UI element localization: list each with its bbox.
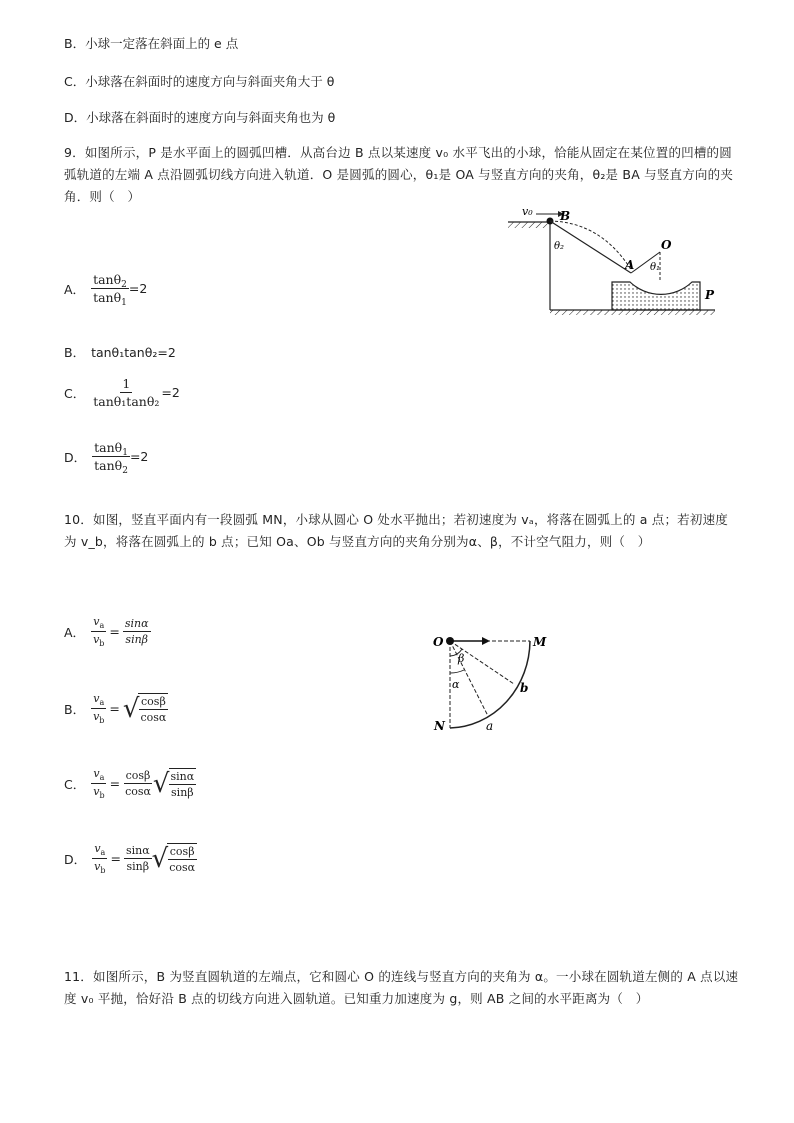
q10-c-vb-sub: b	[99, 791, 105, 801]
q9-b-label: B．	[64, 345, 86, 360]
q10-d-vratio	[92, 842, 107, 875]
q10-c-va: v	[93, 767, 100, 780]
fig9-label-theta2: θ₂	[554, 241, 565, 252]
q9-a-num-sub: 2	[121, 280, 127, 290]
q10-c-num: cosβ	[125, 769, 151, 783]
q10-b-va-sub: a	[99, 698, 105, 708]
q9-a-tail: =2	[128, 281, 148, 296]
fig9-label-p: P	[705, 288, 715, 302]
option-c-prev: C．小球落在斜面时的速度方向与斜面夹角大于 θ	[64, 74, 335, 89]
q10-a-label: A．	[64, 624, 86, 640]
fig9-label-v0: v₀	[522, 205, 533, 218]
q10-b-vb: v	[93, 710, 100, 724]
q10-a-va-sub: a	[99, 621, 105, 631]
q10-b-vb-sub: b	[99, 716, 105, 726]
q10-c-va-sub: a	[99, 773, 105, 783]
fig10-label-beta: β	[458, 652, 465, 665]
q9-b-text: tanθ₁tanθ₂=2	[91, 344, 176, 360]
q10-c-vratio	[91, 767, 106, 800]
q10-b-sqrt: √ $\frac{\cos\beta}{\cos\alpha}$	[122, 693, 167, 725]
q10-figure	[428, 628, 558, 738]
q9-d-label: D．	[64, 449, 87, 465]
q10-d-vb-sub: b	[100, 866, 106, 876]
q10-d-num: sinα	[125, 844, 150, 858]
q10-d-den: sinβ	[126, 860, 150, 874]
q9-d-den-sub: 2	[122, 466, 128, 476]
q10-c-frac	[123, 769, 153, 798]
q9-option-c	[64, 376, 180, 409]
q10-c-sqrt: √ $\frac{\sin\alpha}{\sin\beta}$	[152, 768, 195, 800]
q9-c-label: C．	[64, 385, 86, 401]
fig10-label-b: b	[520, 681, 529, 695]
fig9-label-theta1: θ₁	[650, 262, 661, 273]
q10-c-rnum: sinα	[170, 770, 195, 784]
q9-c-fraction	[91, 376, 161, 409]
q10-a-vb: v	[93, 633, 100, 647]
angle-alpha-arc	[450, 670, 464, 673]
q9-d-tail: =2	[129, 449, 149, 464]
q10-d-rnum: cosβ	[169, 845, 195, 859]
q9-c-den: tanθ₁tanθ₂	[93, 394, 160, 409]
q9-a-den-sub: 1	[121, 298, 127, 308]
velocity-arrowhead	[482, 637, 490, 645]
q10-d-va-sub: a	[100, 848, 106, 858]
q10-stem: 10．如图，竖直平面内有一段圆弧 MN，小球从圆心 O 处水平抛出；若初速度为 vₐ，将落在圆弧上的 a 点；若初速度为 v_b，将落在圆弧上的 b 点；已知 Oa、Ob 与竖直方向的夹角分别为α、β，不计空气阻力，则（ ）	[64, 512, 728, 549]
q10-d-va: v	[94, 842, 101, 855]
q9-d-fraction	[92, 440, 130, 476]
q10-b-label: B．	[64, 701, 86, 717]
q10-b-num: cosβ	[141, 695, 166, 709]
q10-d-label: D．	[64, 851, 87, 867]
fig9-label-a: A	[625, 258, 635, 272]
q9-d-num: tanθ	[94, 440, 123, 455]
table-hatch	[508, 222, 550, 228]
q10-b-den: cosα	[140, 711, 167, 725]
q10-c-rden: sinβ	[171, 786, 194, 800]
q10-d-vb: v	[94, 860, 101, 874]
q10-a-den: sinβ	[125, 633, 149, 647]
option-b-prev: B．小球一定落在斜面上的 e 点	[64, 36, 239, 51]
fig9-label-o: O	[661, 238, 672, 252]
q11-stem: 11．如图所示，B 为竖直圆轨道的左端点，它和圆心 O 的连线与竖直方向的夹角为 α。一小球在圆轨道左侧的 A 点以速度 v₀ 平抛，恰好沿 B 点的切线方向进入圆轨道。已知重力加速度为 g，则 AB 之间的水平距离为（ ）	[64, 969, 739, 1006]
q10-b-vratio	[91, 692, 106, 725]
q10-option-c: C． $\frac{v_a}{v_b}$ = $\frac{\cos\beta}{\cos\alpha}$ √ $\frac{\sin\alpha}{\sin\beta}$	[64, 767, 195, 801]
q9-figure	[500, 200, 730, 320]
q10-option-a: A． $\frac{v_a}{v_b}$ = $\frac{\sin\alpha}{\sin\beta}$	[64, 615, 149, 649]
q9-a-num: tanθ	[93, 272, 122, 287]
q10-a-vratio	[91, 615, 106, 648]
q9-d-num-sub: 1	[122, 448, 128, 458]
fig9-label-b: B	[560, 209, 571, 223]
q10-a-rhs	[123, 617, 151, 646]
q9-c-tail: =2	[161, 385, 180, 400]
q10-d-sqrt: √ $\frac{\cos\beta}{\cos\alpha}$	[151, 843, 196, 875]
q10-option-d: D． $\frac{v_a}{v_b}$ = $\frac{\sin\alpha}{\sin\beta}$ √ $\frac{\cos\beta}{\cos\alpha}$	[64, 842, 196, 876]
fig10-label-n: N	[434, 719, 445, 733]
q9-c-num: 1	[122, 376, 131, 391]
q10-c-label: C．	[64, 776, 86, 792]
trough-body	[612, 282, 700, 310]
q10-a-va: v	[93, 615, 100, 628]
fig10-label-a: a	[486, 719, 494, 733]
q9-a-den: tanθ	[93, 290, 122, 305]
q10-b-va: v	[93, 692, 100, 705]
q10-a-vb-sub: b	[99, 639, 105, 649]
q9-option-d	[64, 440, 149, 476]
q9-option-a	[64, 272, 148, 308]
q10-a-num: sinα	[124, 617, 149, 631]
ground-hatch	[550, 310, 715, 315]
ball-o	[446, 637, 454, 645]
q10-c-vb: v	[93, 785, 100, 799]
q9-option-b	[64, 343, 176, 361]
fig10-label-alpha: α	[452, 678, 460, 691]
q9-a-fraction	[91, 272, 129, 308]
q9-a-label: A．	[64, 281, 86, 297]
q10-d-rden: cosα	[169, 861, 196, 875]
q10-c-den: cosα	[125, 785, 151, 799]
q9-stem: 9．如图所示，P 是水平面上的圆弧凹槽．从高台边 B 点以某速度 v₀ 水平飞出的小球，恰能从固定在某位置的凹槽的圆弧轨道的左端 A 点沿圆弧切线方向进入轨道．O 是圆弧的圆心，θ₁是 OA 与竖直方向的夹角，θ₂是 BA 与竖直方向的夹角．则（ ）	[64, 145, 734, 204]
q10-option-b: B． $\frac{v_a}{v_b}$ = √ $\frac{\cos\beta}{\cos\alpha}$	[64, 692, 167, 726]
fig10-label-m: M	[533, 635, 547, 649]
fig10-label-o: O	[433, 635, 444, 649]
q10-d-frac	[124, 844, 152, 873]
q9-d-den: tanθ	[94, 458, 123, 473]
option-d-prev: D．小球落在斜面时的速度方向与斜面夹角也为 θ	[64, 110, 336, 125]
